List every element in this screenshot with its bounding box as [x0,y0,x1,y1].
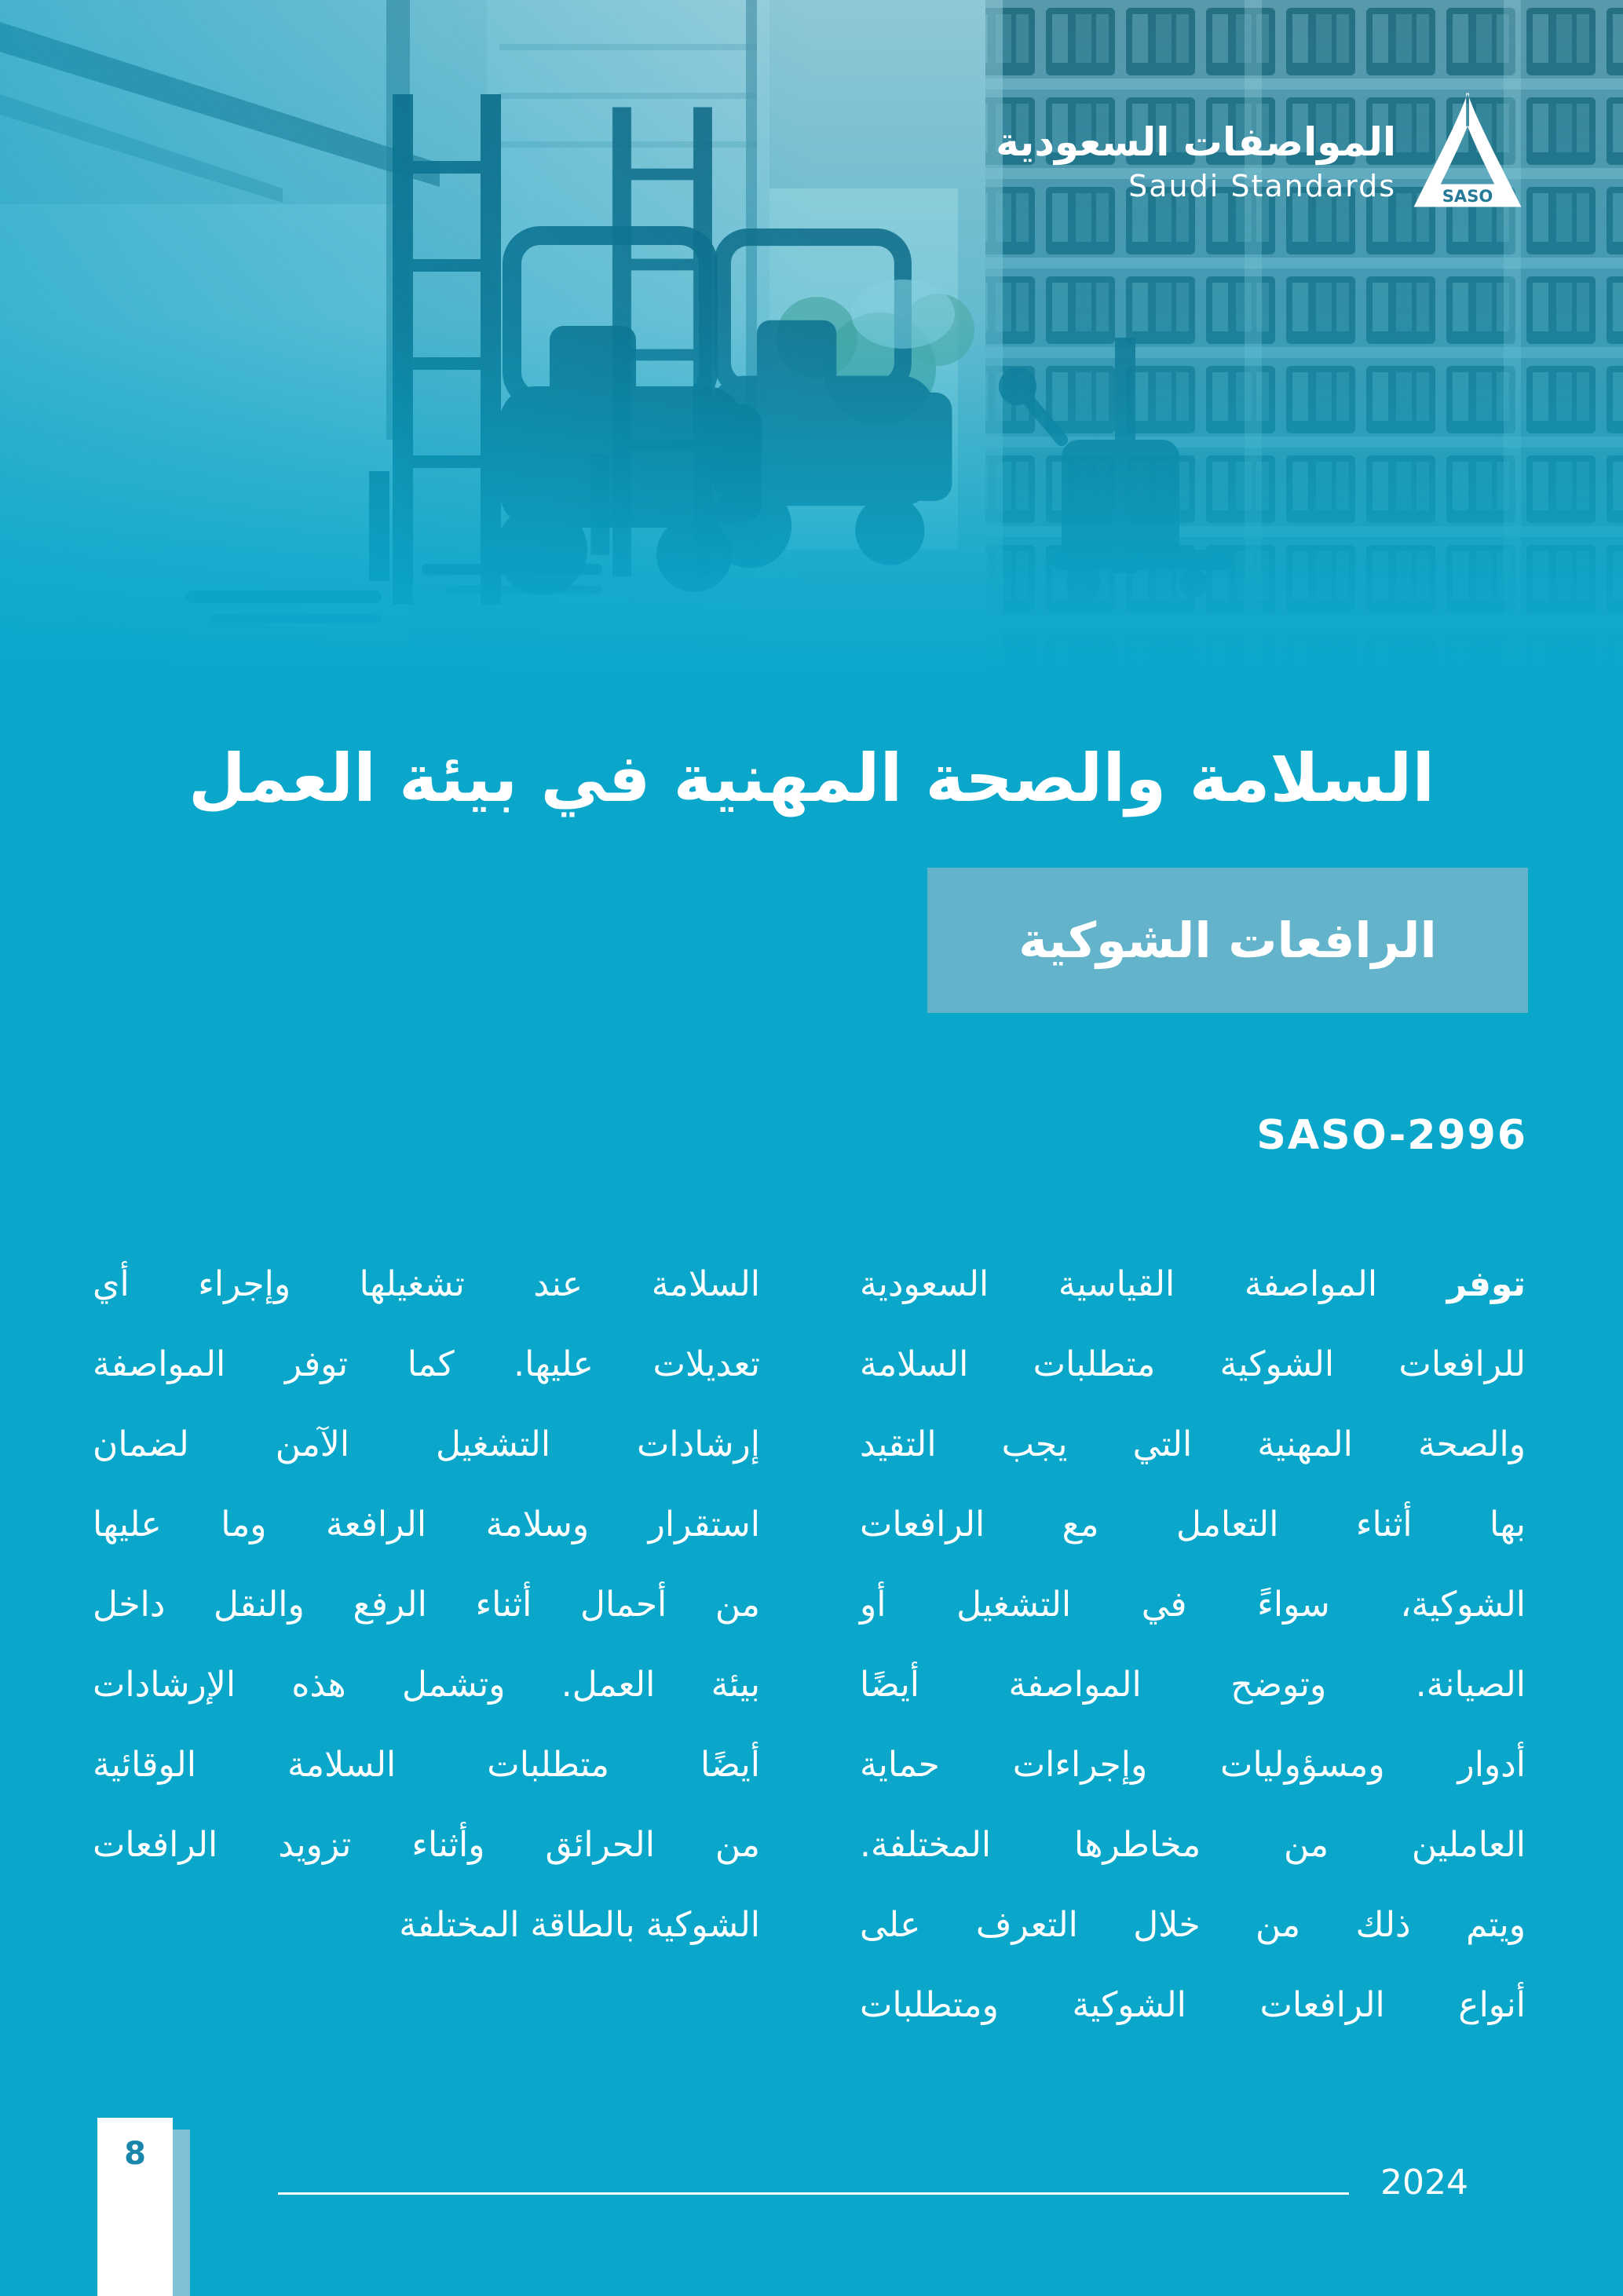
warehouse-forklifts-illustration [0,0,1623,707]
lead-word: توفر [1446,1264,1526,1304]
saso-logo-arabic-wordmark: المواصفات السعودية [996,119,1396,165]
body-line: بيئة العمل. وتشمل هذه الإرشادات [93,1665,760,1705]
lead-rest: المواصفة القياسية السعودية [860,1264,1378,1304]
body-line: الصيانة. وتوضح المواصفة أيضًا [860,1665,1526,1705]
footer-divider-line [278,2192,1349,2195]
body-column-left [93,1245,760,1965]
page-title: السلامة والصحة المهنية في بيئة العمل [188,740,1435,817]
body-line: والصحة المهنية التي يجب التقيد [860,1424,1526,1464]
body-line: أنواع الرافعات الشوكية ومتطلبات [860,1985,1526,2025]
body-line: من الحرائق وأثناء تزويد الرافعات [93,1825,760,1865]
page-number-tab [97,2118,173,2296]
body-line: ويتم ذلك من خلال التعرف على [860,1905,1526,1945]
body-line: إرشادات التشغيل الآمن لضمان [93,1424,760,1464]
body-line: بها أثناء التعامل مع الرافعات [860,1504,1526,1545]
saso-triangle-logo-icon [1406,91,1530,215]
body-line: أيضًا متطلبات السلامة الوقائية [93,1745,760,1785]
body-line: للرافعات الشوكية متطلبات السلامة [860,1344,1526,1384]
standard-code: SASO-2996 [1256,1112,1527,1159]
body-line: السلامة عند تشغيلها وإجراء أي [93,1264,760,1304]
hero-image [0,0,1623,707]
footer-year: 2024 [1380,2163,1468,2203]
subtitle-box [927,868,1528,1013]
body-line: الشوكية، سواءً في التشغيل أو [860,1585,1526,1625]
saso-emblem-text: SASO [1442,185,1493,206]
saso-logo-english-wordmark: Saudi Standards [1128,169,1396,203]
body-line: من أحمال أثناء الرفع والنقل داخل [93,1585,760,1625]
body-line: تعديلات عليها. كما توفر المواصفة [93,1344,760,1384]
body-line: العاملين من مخاطرها المختلفة. [860,1825,1526,1865]
body-line: الشوكية بالطاقة المختلفة [399,1905,760,1945]
page-number: 8 [124,2136,146,2172]
body-line: استقرار وسلامة الرافعة وما عليها [93,1504,760,1545]
body-column-right [860,1245,1526,2046]
body-line: أدوار ومسؤوليات وإجراءات حماية [860,1745,1526,1785]
body-line [860,1245,1526,1325]
subtitle-text: الرافعات الشوكية [1018,912,1437,969]
